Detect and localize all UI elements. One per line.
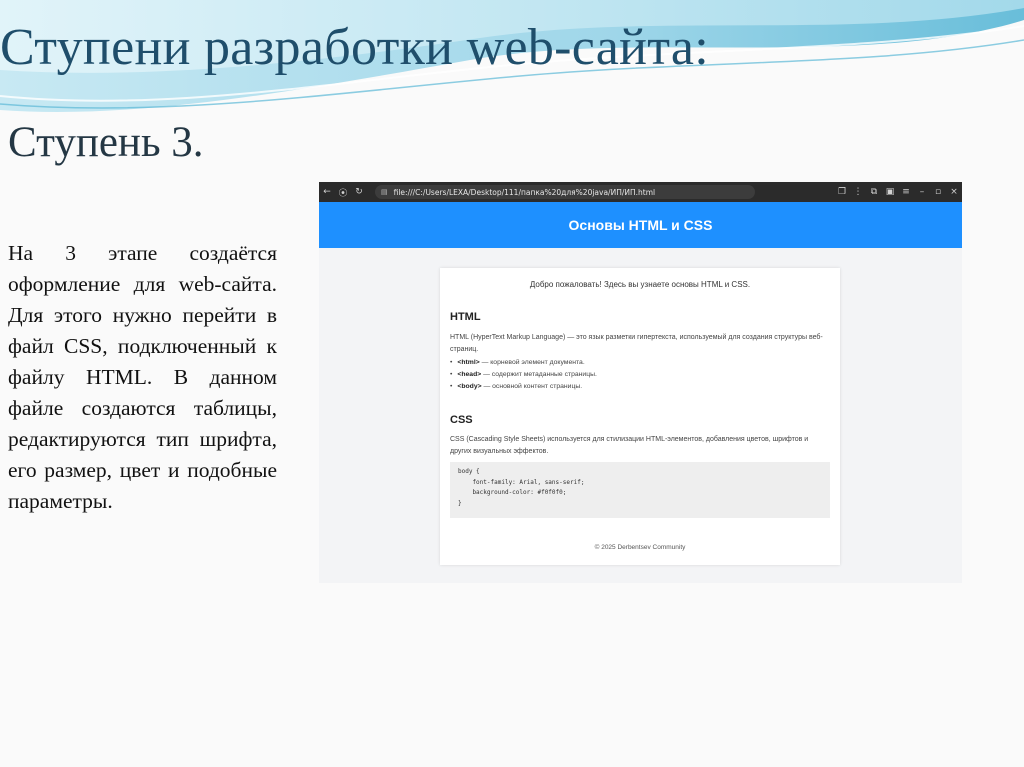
html-description: HTML (HyperText Markup Language) — это язык разметки гипертекста, используемый для создания структуры веб-страниц. xyxy=(450,334,823,353)
address-bar[interactable] xyxy=(375,185,755,199)
site-header xyxy=(319,202,962,248)
html-heading: HTML xyxy=(450,311,481,323)
page-footer: © 2025 Derbentsev Community xyxy=(594,544,686,551)
css-heading: CSS xyxy=(450,414,473,426)
reload-icon[interactable]: ↻ xyxy=(355,187,363,197)
forward-icon[interactable]: ⦿ xyxy=(338,188,348,199)
welcome-text: Добро пожаловать! Здесь вы узнаете основы HTML и CSS. xyxy=(529,280,751,289)
slide-subtitle: Ступень 3. xyxy=(8,119,204,166)
list-item: • <head> — содержит метаданные страницы. xyxy=(450,369,597,381)
code-line: font-family: Arial, sans-serif; xyxy=(458,478,585,486)
minimize-icon[interactable]: – xyxy=(919,187,925,197)
code-line: body { xyxy=(458,468,480,475)
download-icon[interactable]: ▣ xyxy=(885,187,895,197)
file-icon: ▤ xyxy=(381,188,388,196)
address-text: file:///C:/Users/LEXA/Desktop/111/папка%20для%20java/ИП/ИП.html xyxy=(393,187,656,197)
browser-screenshot xyxy=(319,182,962,583)
extensions-icon[interactable]: ⧉ xyxy=(870,187,878,197)
site-header-title: Основы HTML и CSS xyxy=(568,217,713,233)
slide-title: Ступени разработки web-сайта: xyxy=(0,19,710,76)
bookmark-icon[interactable]: ❐ xyxy=(837,187,847,197)
code-block xyxy=(450,462,830,518)
maximize-icon[interactable]: ▫ xyxy=(934,187,942,197)
html-tag-list xyxy=(450,357,597,393)
slide-body-text: На 3 этапе создаётся оформление для web-сайта. Для этого нужно перейти в файл CSS, подключенный к файлу HTML. В данном файле создаются таблицы, редактируются тип шрифта, его размер, цвет и подобные параметры. xyxy=(8,241,277,513)
code-line: } xyxy=(458,499,462,507)
more-icon[interactable]: ⋮ xyxy=(853,187,863,197)
back-icon[interactable]: ← xyxy=(323,187,331,197)
list-item: • <body> — основной контент страницы. xyxy=(450,381,597,393)
close-icon[interactable]: × xyxy=(950,187,958,197)
css-description: CSS (Cascading Style Sheets) используется для стилизации HTML-элементов, добавления цветов, шрифтов и других визуальных эффектов. xyxy=(450,436,809,455)
content-card xyxy=(440,268,840,565)
code-line: background-color: #f0f0f0; xyxy=(458,489,567,496)
menu-icon[interactable]: ≡ xyxy=(902,187,910,197)
browser-toolbar xyxy=(319,182,962,202)
list-item: • <html> — корневой элемент документа. xyxy=(450,357,597,369)
